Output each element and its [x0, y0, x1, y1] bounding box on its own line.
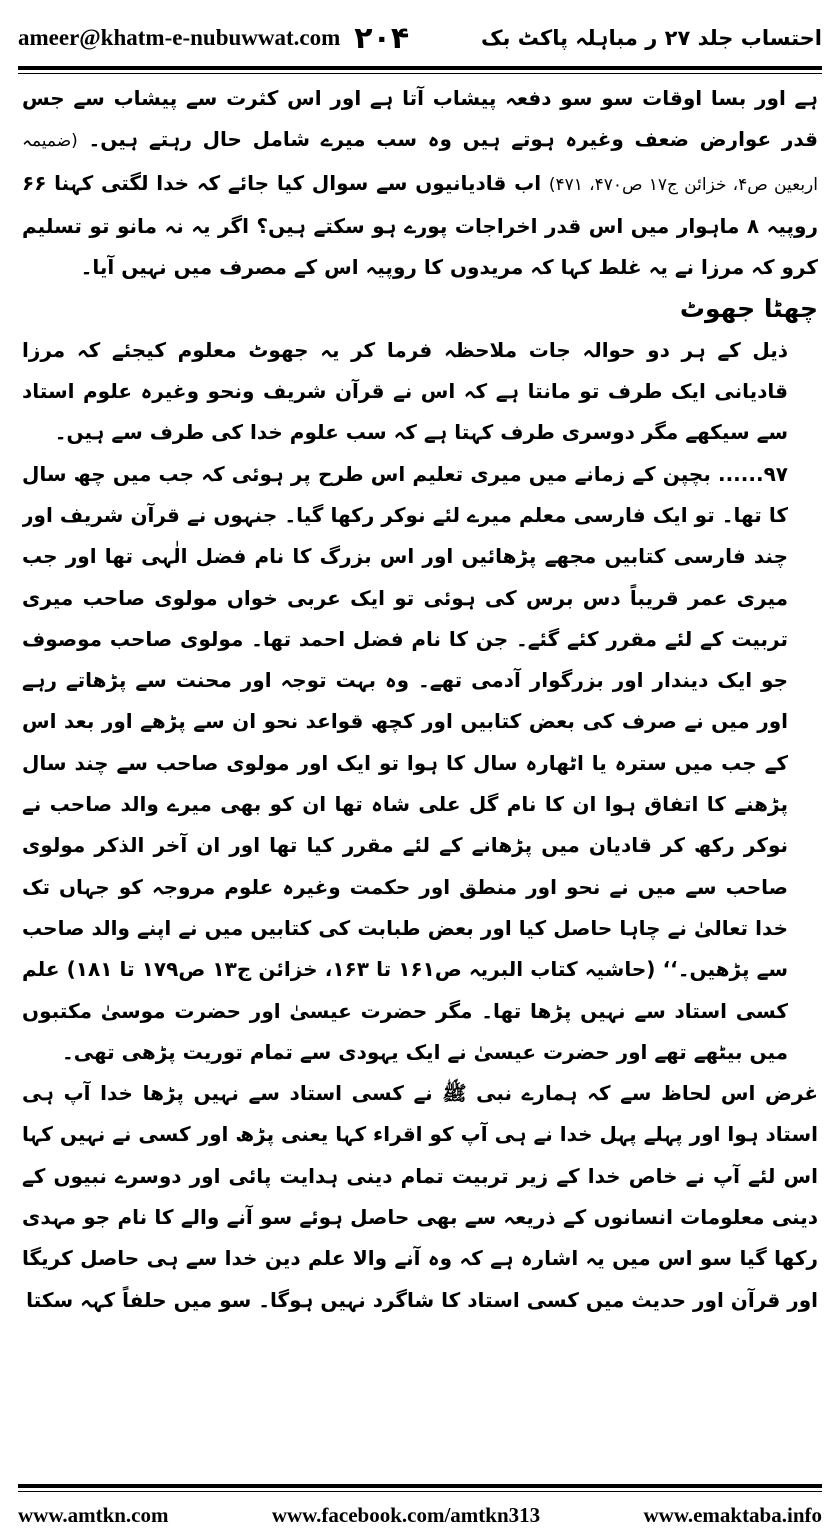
- paragraph-1: [22, 78, 818, 288]
- paragraph-3-text: بچپن کے زمانے میں میری تعلیم اس طرح پر ہوئی کہ جب میں چھ سال کا تھا۔ تو ایک فارسی معلم میرے لئے نوکر رکھا گیا۔ جنہوں نے قرآن شریف اور چند فارسی کتابیں مجھے پڑھائیں اور اس بزرگ کا نام فضل الٰہی تھا اور جب میری عمر قریباً دس برس کی ہوئی تو ایک عربی خواں مولوی صاحب میری تربیت کے لئے مقرر کئے گئے۔ جن کا نام فضل احمد تھا۔ مولوی صاحب موصوف جو ایک دیندار اور بزرگوار آدمی تھے۔ وہ بہت توجہ اور محنت سے پڑھاتے رہے اور میں نے صرف کی بعض کتابیں اور کچھ قواعد نحو ان سے پڑھے اور بعد اس کے جب میں سترہ یا اٹھارہ سال کا ہوا تو ایک اور مولوی صاحب سے چند سال پڑھنے کا اتفاق ہوا ان کا نام گل علی شاہ تھا ان کو بھی میرے والد صاحب نے نوکر رکھ کر قادیان میں پڑھانے کے لئے مقرر کیا تھا اور ان آخر الذکر مولوی صاحب سے میں نے نحو اور منطق اور حکمت وغیرہ علوم مروجہ کو جہاں تک خدا تعالیٰ نے چاہا حاصل کیا اور بعض طبابت کی کتابیں میں نے اپنے والد صاحب سے پڑھیں۔‘‘: [22, 461, 788, 982]
- paragraph-3b-text: علم کسی استاد سے نہیں پڑھا تھا۔ مگر حضرت عیسیٰ اور حضرت موسیٰ مکتبوں میں بیٹھے تھے اور حضرت عیسیٰ نے ایک یہودی سے تمام توریت پڑھی تھی۔: [22, 957, 788, 1064]
- reference-1: (ضمیمہ اربعین ص۴، خزائن ج۱۷ ص۴۷۰، ۴۷۱): [22, 131, 818, 195]
- header-rule-thin: [18, 73, 822, 74]
- quote-number: ۹۷......: [717, 461, 788, 486]
- page-body: [22, 78, 818, 1440]
- footer-link-facebook[interactable]: www.facebook.com/amtkn313: [271, 1502, 541, 1527]
- book-title: احتساب جلد ۲۷ ر مباہلہ پاکٹ بک: [481, 26, 822, 50]
- section-heading: چھٹا جھوٹ: [679, 294, 818, 324]
- footer-rule-thick: [18, 1484, 822, 1488]
- paragraph-1-text: ہے اور بسا اوقات سو سو دفعہ پیشاب آتا ہے اور اس کثرت سے پیشاب سے جس قدر عوارض ضعف وغیرہ ہوتے ہیں وہ سب میرے شامل حال رہتے ہیں۔: [22, 86, 818, 152]
- page-header: [18, 12, 822, 64]
- footer-link-amtkn[interactable]: www.amtkn.com: [18, 1502, 169, 1527]
- page-footer: [18, 1498, 822, 1532]
- paragraph-1b-text: اب قادیانیوں سے سوال کیا جائے کہ خدا لگتی کہنا ۶۶ روپیہ ۸ ماہوار میں اس قدر اخراجات پورے ہو سکتے ہیں؟ اگر یہ نہ مانو تو تسلیم کرو کہ مرزا نے یہ غلط کہا کہ مریدوں کا روپیہ اس کے مصرف میں نہیں آیا۔: [22, 170, 818, 280]
- header-email: ameer@khatm-e-nubuwwat.com: [18, 25, 341, 50]
- footer-rule-thin: [18, 1491, 822, 1492]
- footer-link-emaktaba[interactable]: www.emaktaba.info: [643, 1502, 822, 1527]
- header-rule-thick: [18, 66, 822, 70]
- paragraph-4: غرض اس لحاظ سے کہ ہمارے نبی ﷺ نے کسی استاد سے نہیں پڑھا خدا آپ ہی استاد ہوا اور پہلے پہل خدا نے ہی آپ کو اقراء کہا یعنی پڑھ اور کسی نے نہیں کہا اس لئے آپ نے خاص خدا کے زیر تربیت تمام دینی ہدایت پائی اور دوسرے نبیوں کے دینی معلومات انسانوں کے ذریعہ سے بھی حاصل ہوئے سو آنے والے کا نام جو مہدی رکھا گیا سو اس میں یہ اشارہ ہے کہ وہ آنے والا علم دین خدا سے ہی حاصل کریگا اور قرآن اور حدیث میں کسی استاد کا شاگرد نہیں ہوگا۔ سو میں حلفاً کہہ سکتا: [22, 1081, 818, 1312]
- page-number: ۲۰۴: [354, 20, 410, 56]
- reference-2: (حاشیہ کتاب البریہ ص۱۶۱ تا ۱۶۳، خزائن ج۱۳ ص۱۷۹ تا ۱۸۱): [66, 957, 656, 982]
- paragraph-2: ذیل کے ہر دو حوالہ جات ملاحظہ فرما کر یہ جھوٹ معلوم کیجئے کہ مرزا قادیانی ایک طرف تو مانتا ہے کہ اس نے قرآن شریف ونحو وغیرہ علوم استاد سے سیکھے مگر دوسری طرف کہتا ہے کہ سب علوم خدا کی طرف سے ہیں۔: [22, 337, 788, 445]
- header-left: [18, 21, 409, 56]
- paragraph-3: [22, 454, 818, 1073]
